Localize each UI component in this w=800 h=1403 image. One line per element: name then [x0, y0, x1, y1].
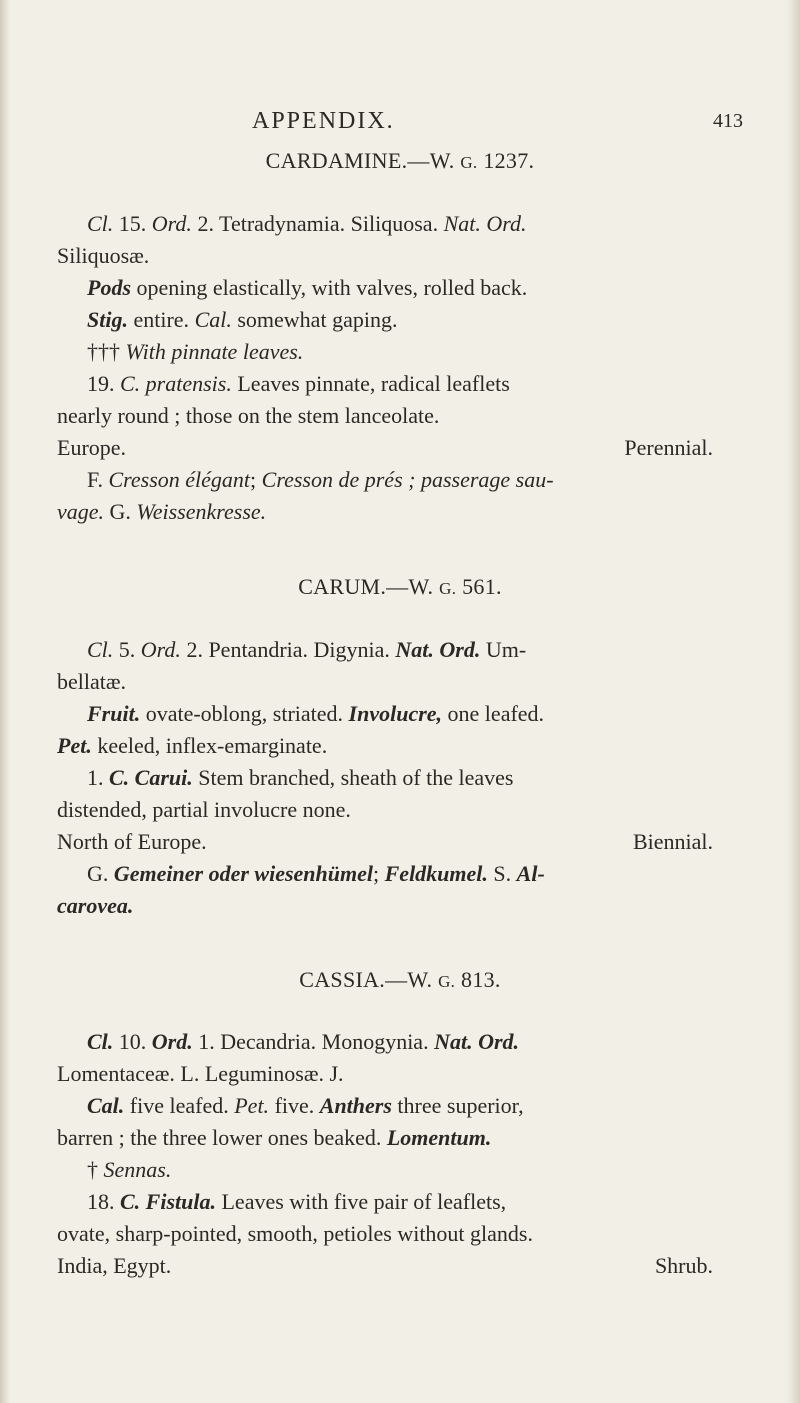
- duration: Biennial.: [632, 829, 713, 854]
- species-line: 19. C. pratensis. Leaves pinnate, radical leaflets: [87, 371, 510, 396]
- classification-line: Cl. 10. Ord. 1. Decandria. Monogynia. Nat. Ord.: [87, 1029, 520, 1054]
- habitat-line: [57, 1250, 757, 1282]
- page-right-edge: [786, 0, 800, 1403]
- species-cont: ovate, sharp-pointed, smooth, petioles without glands.: [57, 1221, 533, 1246]
- classification-line: Cl. 5. Ord. 2. Pentandria. Digynia. Nat. Ord. Um-: [87, 637, 527, 662]
- habitat: India, Egypt.: [57, 1253, 172, 1278]
- species-line: 1. C. Carui. Stem branched, sheath of the leaves: [87, 765, 514, 790]
- vernacular-line: F. Cresson élégant; Cresson de prés ; passerage sau-: [87, 467, 554, 492]
- classification-cont: Lomentaceæ. L. Leguminosæ. J.: [57, 1061, 344, 1086]
- habitat: North of Europe.: [57, 829, 207, 854]
- species-cont: distended, partial involucre none.: [57, 797, 351, 822]
- page-left-edge: [0, 0, 10, 1403]
- running-title: APPENDIX.: [252, 108, 395, 134]
- habitat-line: [57, 826, 757, 858]
- classification-line: Cl. 15. Ord. 2. Tetradynamia. Siliquosa. Nat. Ord.: [87, 211, 527, 236]
- species-line: 18. C. Fistula. Leaves with five pair of leaflets,: [87, 1189, 507, 1214]
- description-line: Pet. keeled, inflex-emarginate.: [57, 733, 328, 758]
- description-line: Stig. entire. Cal. somewhat gaping.: [87, 307, 398, 332]
- division-line: ††† With pinnate leaves.: [87, 339, 304, 364]
- description-line: Cal. five leafed. Pet. five. Anthers three superior,: [87, 1093, 524, 1118]
- genus-heading-cassia: CASSIA.—W. G. 813.: [299, 967, 501, 992]
- division-line: † Sennas.: [87, 1157, 172, 1182]
- description-line: Pods opening elastically, with valves, rolled back.: [87, 275, 528, 300]
- habitat-line: [57, 432, 757, 464]
- classification-cont: Siliquosæ.: [57, 243, 150, 268]
- vernacular-cont: vage. G. Weissenkresse.: [57, 499, 267, 524]
- duration: Shrub.: [654, 1253, 713, 1278]
- description-line: Fruit. ovate-oblong, striated. Involucre, one leafed.: [87, 701, 545, 726]
- genus-heading-cardamine: CARDAMINE.—W. G. 1237.: [265, 148, 535, 173]
- species-cont: nearly round ; those on the stem lanceolate.: [57, 403, 440, 428]
- description-line: barren ; the three lower ones beaked. Lomentum.: [57, 1125, 492, 1150]
- duration: Perennial.: [624, 435, 713, 460]
- vernacular-cont: carovea.: [57, 893, 134, 918]
- genus-heading-carum: CARUM.—W. G. 561.: [298, 574, 502, 599]
- classification-cont: bellatæ.: [57, 669, 127, 694]
- vernacular-line: G. Gemeiner oder wiesenhümel; Feldkumel. S. Al-: [87, 861, 545, 886]
- page-number: 413: [713, 110, 743, 132]
- habitat: Europe.: [57, 435, 127, 460]
